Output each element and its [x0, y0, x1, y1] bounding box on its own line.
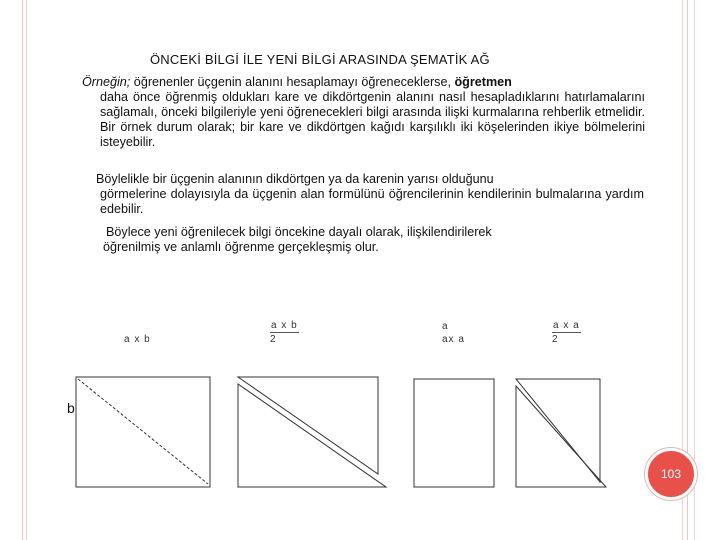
- formula-square-side: a: [442, 321, 449, 332]
- paragraph-conclusion: [103, 225, 644, 255]
- rectangle-dashed-diagonal-figure: [74, 374, 214, 490]
- paragraph-result-line1: Böylelikle bir üçgenin alanının dikdörtgen ya da karenin yarısı olduğunu: [96, 172, 494, 186]
- upper-triangle: [238, 377, 378, 474]
- dashed-diagonal: [78, 379, 208, 484]
- paragraph-conclusion-rest: öğrenilmiş ve anlamlı öğrenme gerçekleşmiş olur.: [103, 240, 379, 254]
- formula-half-rect: [270, 320, 299, 345]
- slide-title: ÖNCEKİ BİLGİ İLE YENİ BİLGİ ARASINDA ŞEMATİK AĞ: [150, 52, 490, 67]
- paragraph-conclusion-line1: Böylece yeni öğrenilecek bilgi öncekine dayalı olarak, ilişkilendirilerek: [106, 225, 492, 239]
- square-lower-triangle: [516, 386, 606, 487]
- formula-half-square: [552, 320, 581, 345]
- paragraph-example-bold: öğretmen: [454, 75, 512, 89]
- lead-word: Örneğin;: [82, 75, 131, 89]
- page-number-badge: 103: [645, 448, 697, 500]
- formula-half-square-denominator: 2: [552, 334, 559, 345]
- rectangle-split-triangles-figure: [236, 374, 392, 490]
- square-outline: [414, 379, 494, 487]
- paragraph-result-rest: görmelerine dolayısıyla da üçgenin alan formülünü öğrencilerinin kendilerinin bulmalarına yardım edebilir.: [100, 187, 644, 216]
- formula-square-area: ax a: [442, 334, 465, 345]
- lower-triangle: [238, 384, 386, 487]
- paragraph-example: [82, 75, 645, 150]
- formula-rect-area: a x b: [124, 334, 151, 345]
- paragraph-example-text-a: öğrenenler üçgenin alanını hesaplamayı öğreneceklerse,: [130, 75, 455, 89]
- rectangle-outline: [76, 377, 210, 487]
- paragraph-example-text-b: daha önce öğrenmiş oldukları kare ve dikdörtgenin alanını nasıl hesapladıklarını hatırlamalarını sağlamalı, önceki bilgileriyle yeni öğrenecekleri bilgi arasında ilişki kurmalarına rehberlik etmelidir. Bir örnek durum olarak; bir kare ve dikdörtgen kağıdı karşılıklı iki köşelerinden ikiye bölmelerini isteyebilir.: [100, 90, 645, 149]
- square-figure: [412, 376, 496, 490]
- paragraph-result: [96, 172, 644, 217]
- formula-half-rect-denominator: 2: [270, 334, 277, 345]
- square-split-triangles-figure: [514, 376, 610, 490]
- formula-half-rect-numerator: a x b: [271, 320, 298, 331]
- side-label-b: b: [67, 400, 75, 416]
- left-border-decoration: [8, 0, 23, 540]
- formula-half-square-numerator: a x a: [553, 320, 580, 331]
